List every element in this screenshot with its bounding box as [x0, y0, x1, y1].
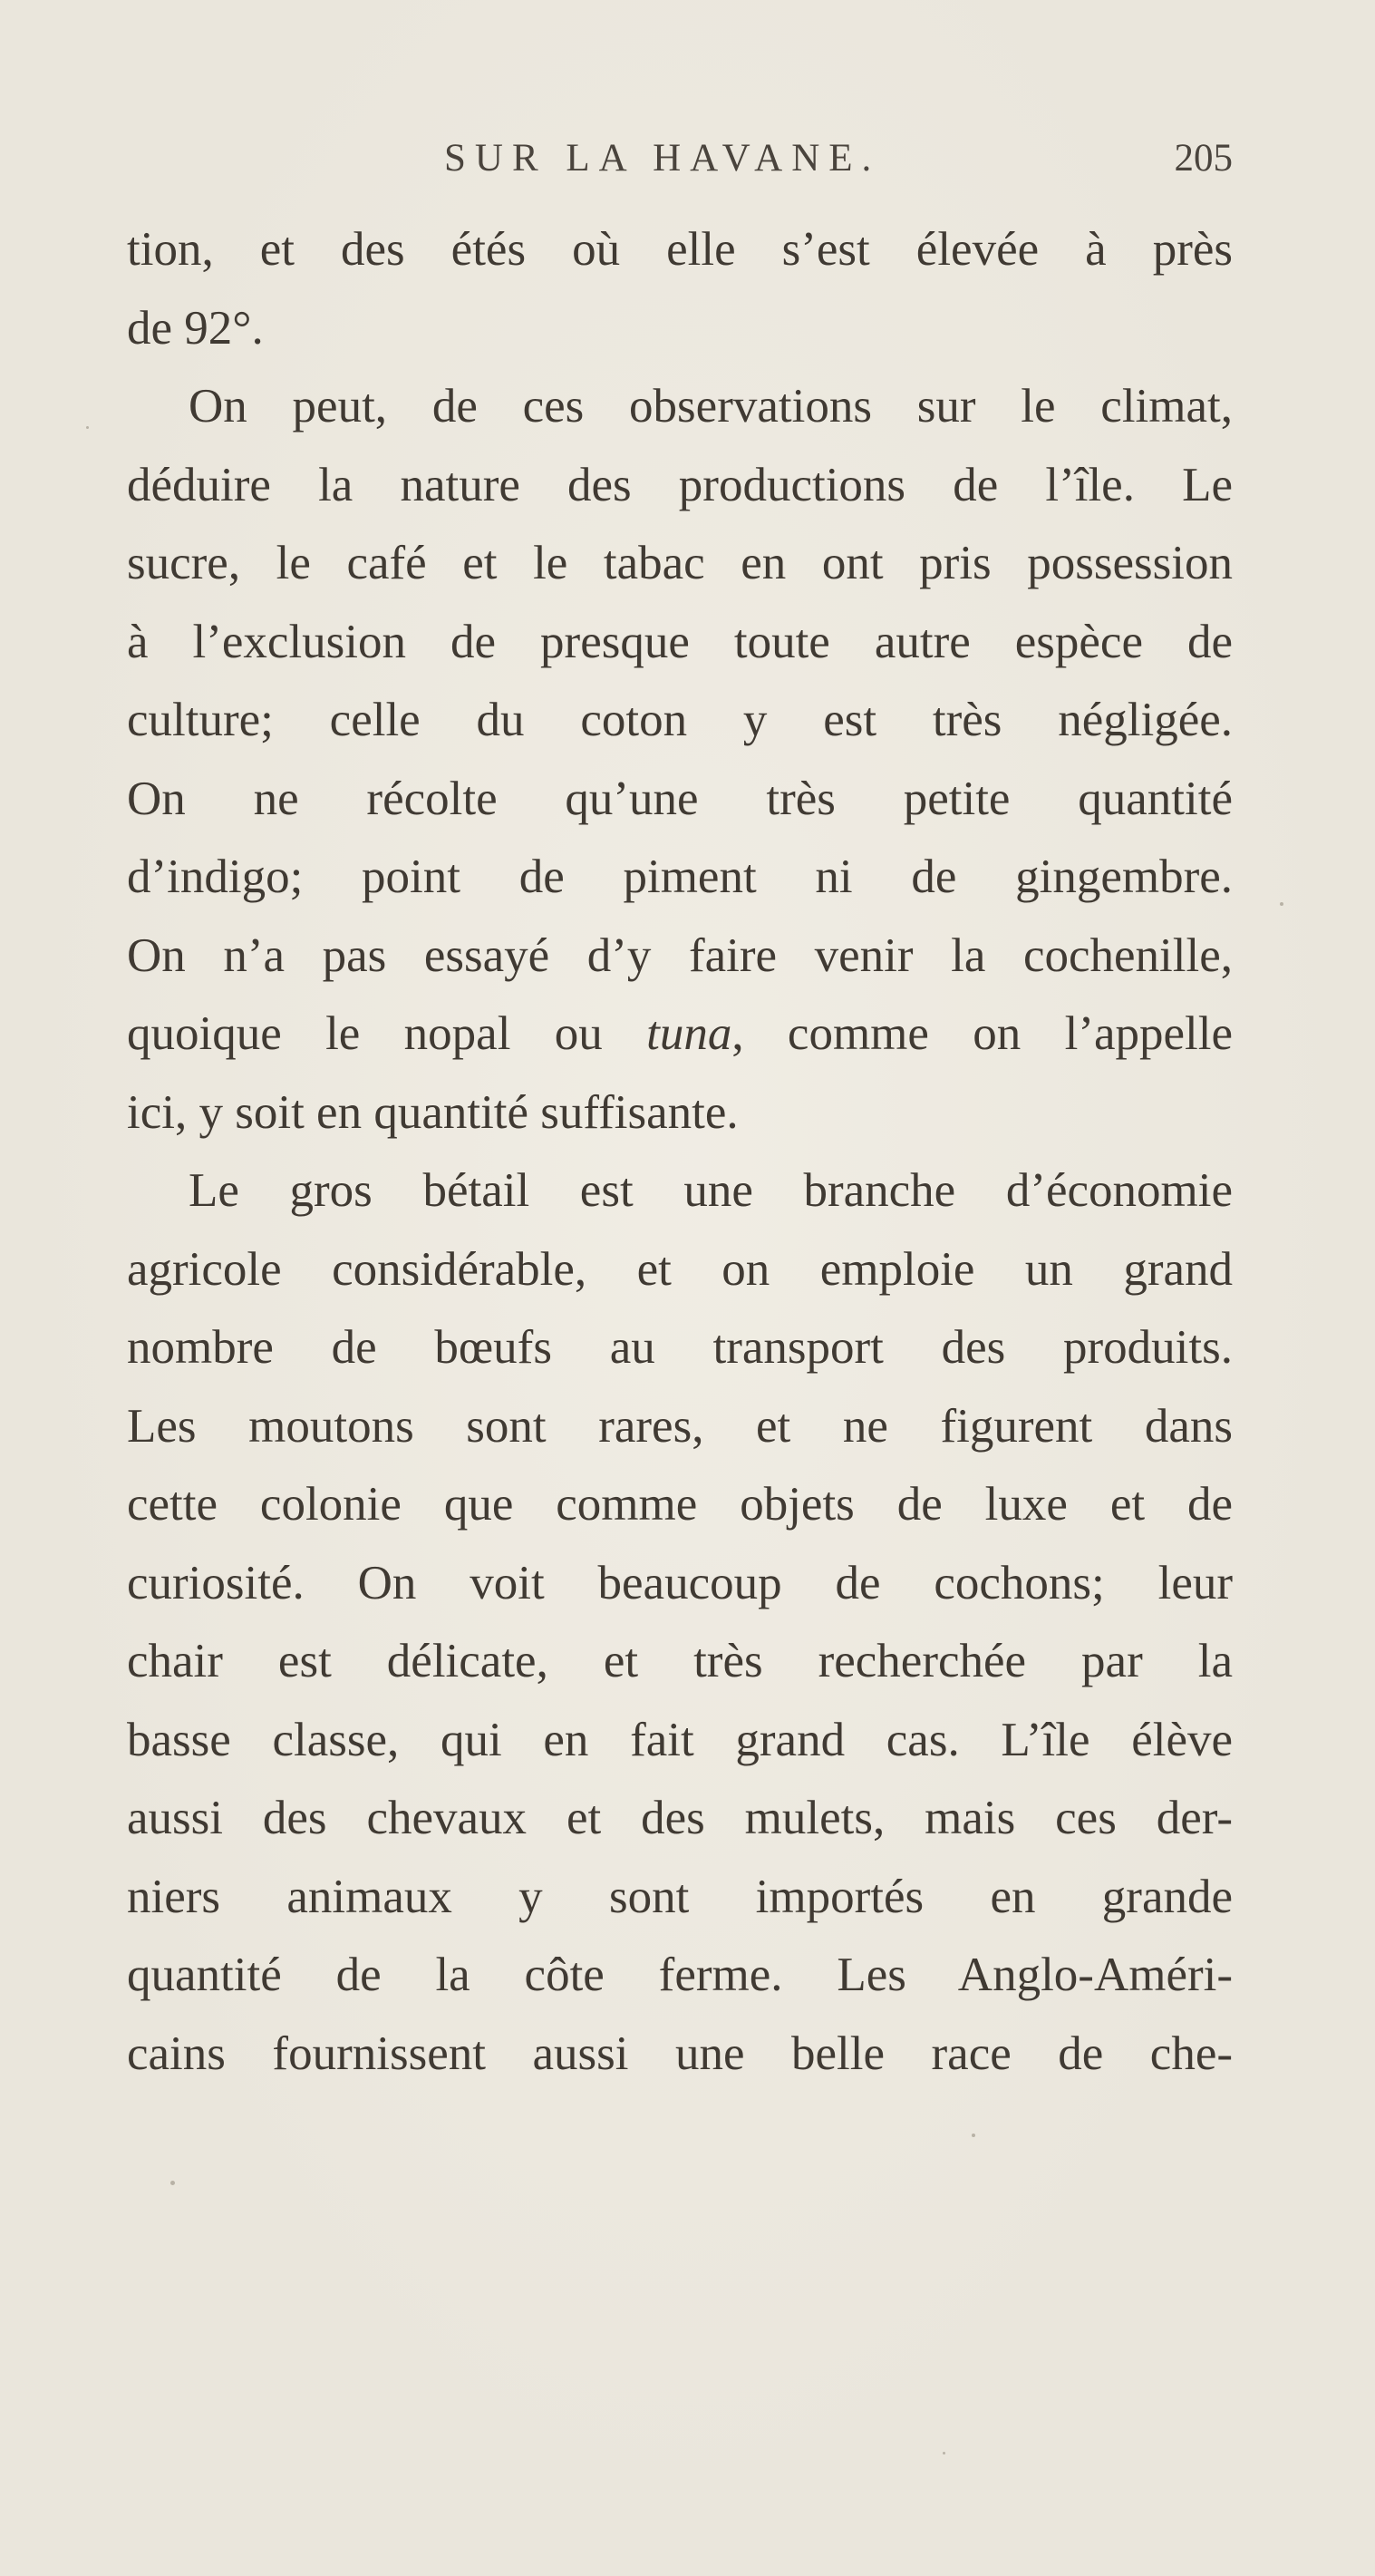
text-line: cains fournissent aussi une belle race de che- [127, 2027, 1233, 2080]
text-line: cette colonie que comme objets de luxe et de [127, 1478, 1233, 1531]
running-title: SUR LA HAVANE. [444, 137, 881, 180]
text-line: déduire la nature des productions de l’île. Le [127, 458, 1233, 511]
text-line: basse classe, qui en fait grand cas. L’île élève [127, 1713, 1233, 1766]
paper-speck [1280, 902, 1283, 906]
body-text [127, 210, 1233, 2093]
text-line: ici, y soit en quantité suffisante. [127, 1085, 739, 1139]
text-line: On ne récolte qu’une très petite quantité [127, 772, 1233, 825]
text-line: à l’exclusion de presque toute autre espèce de [127, 615, 1233, 668]
running-head [127, 136, 1233, 190]
italic-term: tuna [646, 1007, 732, 1060]
text-line: d’indigo; point de piment ni de gingembre. [127, 851, 1233, 903]
text-line: niers animaux y sont importés en grande [127, 1870, 1233, 1923]
paper-speck [86, 426, 89, 429]
paragraph-start-line: On peut, de ces observations sur le climat, [189, 380, 1233, 433]
text-line: de 92°. [127, 301, 264, 355]
text-line: chair est délicate, et très recherchée par la [127, 1635, 1233, 1687]
page-number: 205 [1174, 137, 1233, 180]
text-line: curiosité. On voit beaucoup de cochons; leur [127, 1556, 1233, 1609]
text-line: sucre, le café et le tabac en ont pris possession [127, 537, 1233, 589]
paper-speck [972, 2134, 975, 2137]
text-line-with-italic [127, 995, 1233, 1074]
text-line: culture; celle du coton y est très négligée. [127, 694, 1233, 746]
text-line: nombre de bœufs au transport des produits. [127, 1321, 1233, 1374]
text-segment: quoique le nopal ou [127, 1007, 603, 1060]
text-line: tion, et des étés où elle s’est élevée à près [127, 223, 1233, 276]
text-line: aussi des chevaux et des mulets, mais ces der- [127, 1792, 1233, 1844]
paragraph-start-line: Le gros bétail est une branche d’économie [189, 1164, 1233, 1217]
paper-speck [943, 2452, 945, 2454]
text-line: quantité de la côte ferme. Les Anglo-Améri- [127, 1949, 1233, 2001]
text-segment: , comme on l’appelle [731, 1007, 1233, 1060]
text-line: agricole considérable, et on emploie un grand [127, 1242, 1233, 1296]
text-line: On n’a pas essayé d’y faire venir la cochenille, [127, 928, 1233, 982]
text-line: Les moutons sont rares, et ne figurent dans [127, 1399, 1233, 1453]
paper-speck [170, 2181, 175, 2185]
